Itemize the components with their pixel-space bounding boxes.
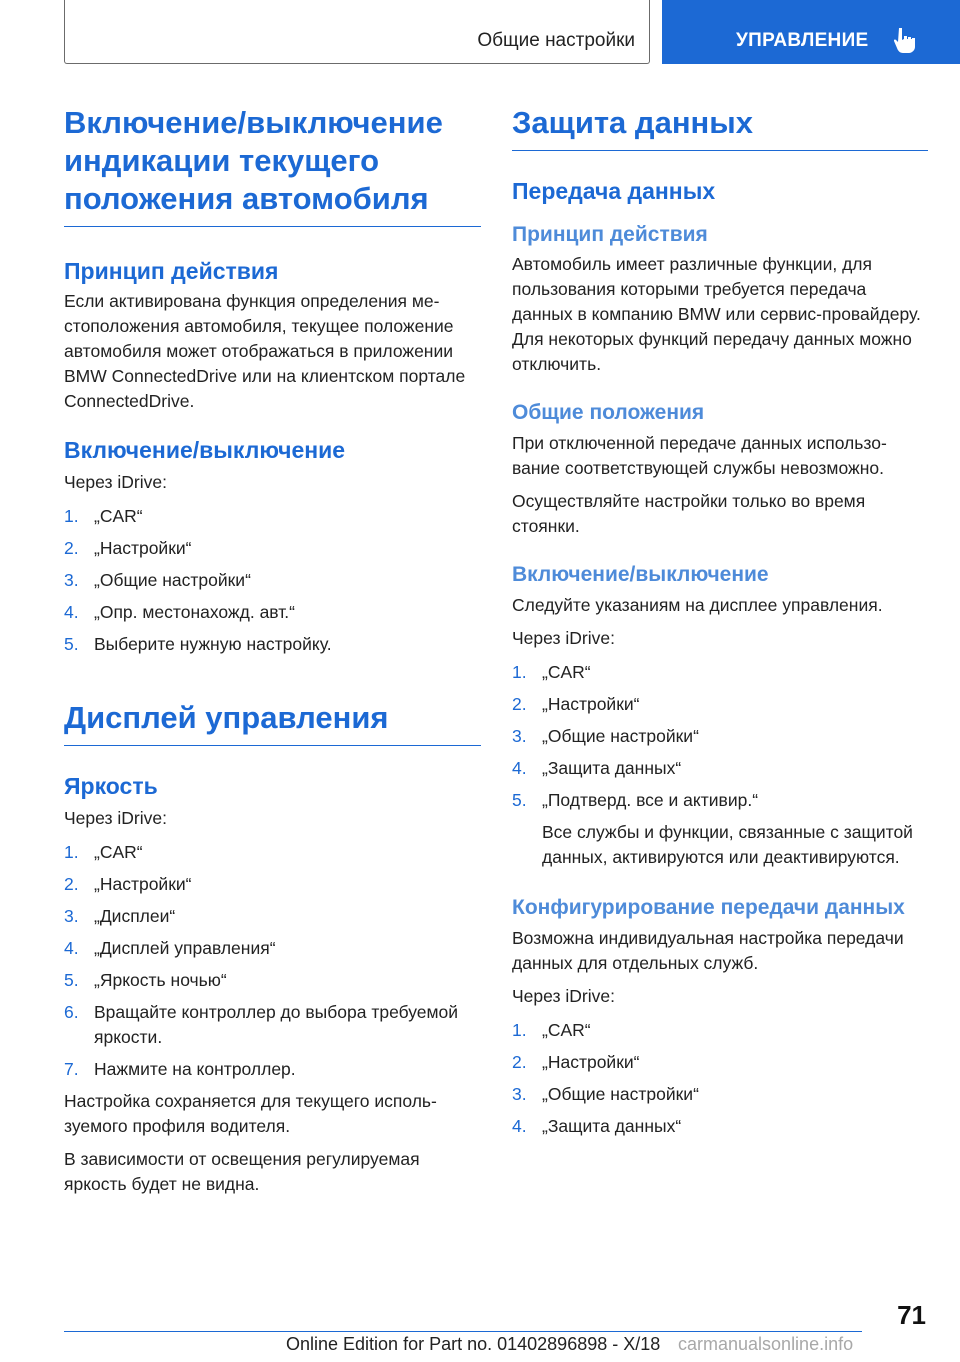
list-item: 2. „Настройки“ xyxy=(512,1052,640,1072)
list-item: 2. „Настройки“ xyxy=(64,874,192,894)
location-principle-heading: Принцип действия xyxy=(64,258,279,284)
location-onoff-heading: Включение/выключение xyxy=(64,437,346,463)
privacy-via: Через iDrive: xyxy=(512,628,615,648)
privacy-section-title: Защита данных xyxy=(512,104,928,151)
list-item: 1. „CAR“ xyxy=(64,506,143,526)
right-column xyxy=(512,104,928,1139)
transfer-heading: Передача данных xyxy=(512,178,716,204)
list-item: 1. „CAR“ xyxy=(64,842,143,862)
list-item: 7. Нажмите на контроллер. xyxy=(64,1059,296,1079)
display-section-title: Дисплей управления xyxy=(64,699,481,746)
list-item: 4. „Защита данных“ xyxy=(512,1116,682,1136)
config-via: Через iDrive: xyxy=(512,986,615,1006)
location-steps-list xyxy=(64,504,481,657)
list-item: 4. „Опр. местонахожд. авт.“ xyxy=(64,602,295,622)
brightness-note-lighting: В зависимости от освещения регулируемая яркость будет не видна. xyxy=(64,1149,420,1194)
list-item: 1. „CAR“ xyxy=(512,1020,591,1040)
brightness-steps-list xyxy=(64,840,481,1082)
location-via: Через iDrive: xyxy=(64,472,167,492)
config-steps-list xyxy=(512,1018,928,1139)
general-text-disabled: При отключенной передаче данных использование соответствующей службы невозможно. xyxy=(512,433,887,478)
header-section-tab xyxy=(64,0,650,64)
general-text-parking: Осуществляйте настройки только во время стоянки. xyxy=(512,491,866,536)
section-title: Общие настройки xyxy=(477,30,635,51)
left-column xyxy=(64,104,481,1197)
privacy-onoff-text: Следуйте указаниям на дисплее управления. xyxy=(512,595,883,615)
list-item: 2. „Настройки“ xyxy=(64,538,192,558)
list-item: 3. „Общие настройки“ xyxy=(64,570,251,590)
transfer-principle-text: Автомобиль имеет различные функции, для пользования которыми требуется передача данных в компанию BMW или сервис-провайдеру. Для некоторых функций передачу данных можно отключить. xyxy=(512,254,921,374)
list-item: 2. „Настройки“ xyxy=(512,694,640,714)
list-item: 4. „Защита данных“ xyxy=(512,758,682,778)
chapter-title: УПРАВЛЕНИЕ xyxy=(736,30,869,51)
step-sub-note: Все службы и функции, связанные с защитой данных, активируются или деактивируются. xyxy=(542,822,913,867)
transfer-principle-heading: Принцип действия xyxy=(512,223,708,246)
brightness-via: Через iDrive: xyxy=(64,808,167,828)
config-heading: Конфигурирование передачи данных xyxy=(512,896,905,919)
list-item: 3. „Общие настройки“ xyxy=(512,1084,699,1104)
privacy-onoff-heading: Включение/выключение xyxy=(512,563,769,586)
footer-edition: Online Edition for Part no. 01402896898 - X/18 xyxy=(286,1334,661,1354)
header-chapter-tab[interactable] xyxy=(662,0,960,64)
config-text: Возможна индивидуальная настройка передачи данных для отдельных служб. xyxy=(512,928,904,973)
brightness-heading: Яркость xyxy=(64,773,158,799)
location-principle-text: Если активирована функция определения местоположения автомобиля, текущее положение автомобиля может отображаться в приложении BMW ConnectedDrive или на клиентском портале ConnectedDrive. xyxy=(64,291,466,411)
list-item: 6. Вращайте контроллер до выбора требуемой яркости. xyxy=(64,1002,459,1047)
list-item: 3. „Дисплеи“ xyxy=(64,906,176,926)
watermark: carmanualsonline.info xyxy=(678,1334,854,1354)
list-item: 5. „Яркость ночью“ xyxy=(64,970,227,990)
privacy-steps-list xyxy=(512,660,928,870)
location-section-title: Включение/выключение индикации текущего положения автомобиля xyxy=(64,104,481,227)
list-item: 5. Выберите нужную настройку. xyxy=(64,634,332,654)
pointing-hand-icon xyxy=(894,26,920,54)
list-item: 4. „Дисплей управления“ xyxy=(64,938,276,958)
list-item: 3. „Общие настройки“ xyxy=(512,726,699,746)
general-heading: Общие положения xyxy=(512,401,705,424)
list-item: 5. „Подтверд. все и активир.“ Все службы и функции, связанные с защитой данных, активируются или деактивируются. xyxy=(512,788,928,870)
brightness-note-profile: Настройка сохраняется для текущего используемого профиля водителя. xyxy=(64,1091,437,1136)
list-item: 1. „CAR“ xyxy=(512,662,591,682)
page-number: 71 xyxy=(897,1300,926,1330)
footer-divider xyxy=(64,1331,862,1332)
